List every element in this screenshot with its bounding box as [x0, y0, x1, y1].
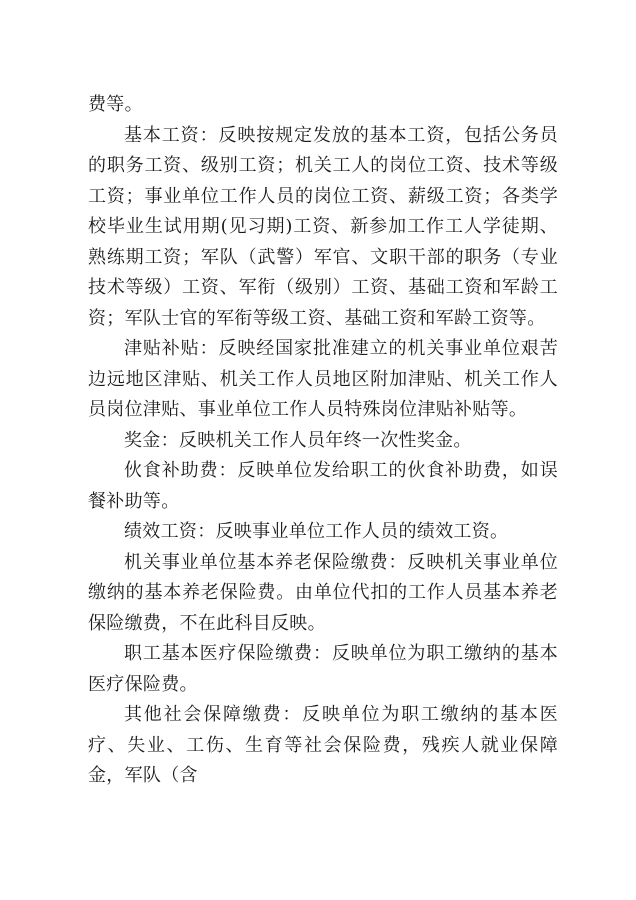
- paragraph-continuation: 费等。: [88, 94, 143, 115]
- paragraph-medical-insurance: 职工基本医疗保险缴费：反映单位为职工缴纳的基本医疗保险费。: [88, 643, 558, 695]
- paragraph-meal-subsidy: 伙食补助费：反映单位发给职工的伙食补助费，如误餐补助等。: [88, 460, 558, 512]
- paragraph-other-social-security: 其他社会保障缴费：反映单位为职工缴纳的基本医疗、失业、工伤、生育等社会保险费，残疾人就业保障金，军队（含: [88, 704, 558, 786]
- paragraph-performance-pay: 绩效工资：反映事业单位工作人员的绩效工资。: [124, 521, 509, 542]
- document-body: [88, 90, 558, 792]
- paragraph-basic-salary: 基本工资：反映按规定发放的基本工资，包括公务员的职务工资、级别工资；机关工人的岗位工资、技术等级工资；事业单位工作人员的岗位工资、薪级工资；各类学校毕业生试用期(见习期)工资、新参加工作工人学徒期、熟练期工资；军队（武警）军官、文职干部的职务（专业技术等级）工资、军衔（级别）工资、基础工资和军龄工资；军队士官的军衔等级工资、基础工资和军龄工资等。: [88, 124, 558, 329]
- paragraph-bonus: 奖金：反映机关工作人员年终一次性奖金。: [124, 429, 472, 451]
- paragraph-allowances: 津贴补贴：反映经国家批准建立的机关事业单位艰苦边远地区津贴、机关工作人员地区附加津贴、机关工作人员岗位津贴、事业单位工作人员特殊岗位津贴补贴等。: [88, 338, 558, 420]
- paragraph-pension-insurance: 机关事业单位基本养老保险缴费：反映机关事业单位缴纳的基本养老保险费。由单位代扣的工作人员基本养老保险缴费，不在此科目反映。: [88, 551, 558, 634]
